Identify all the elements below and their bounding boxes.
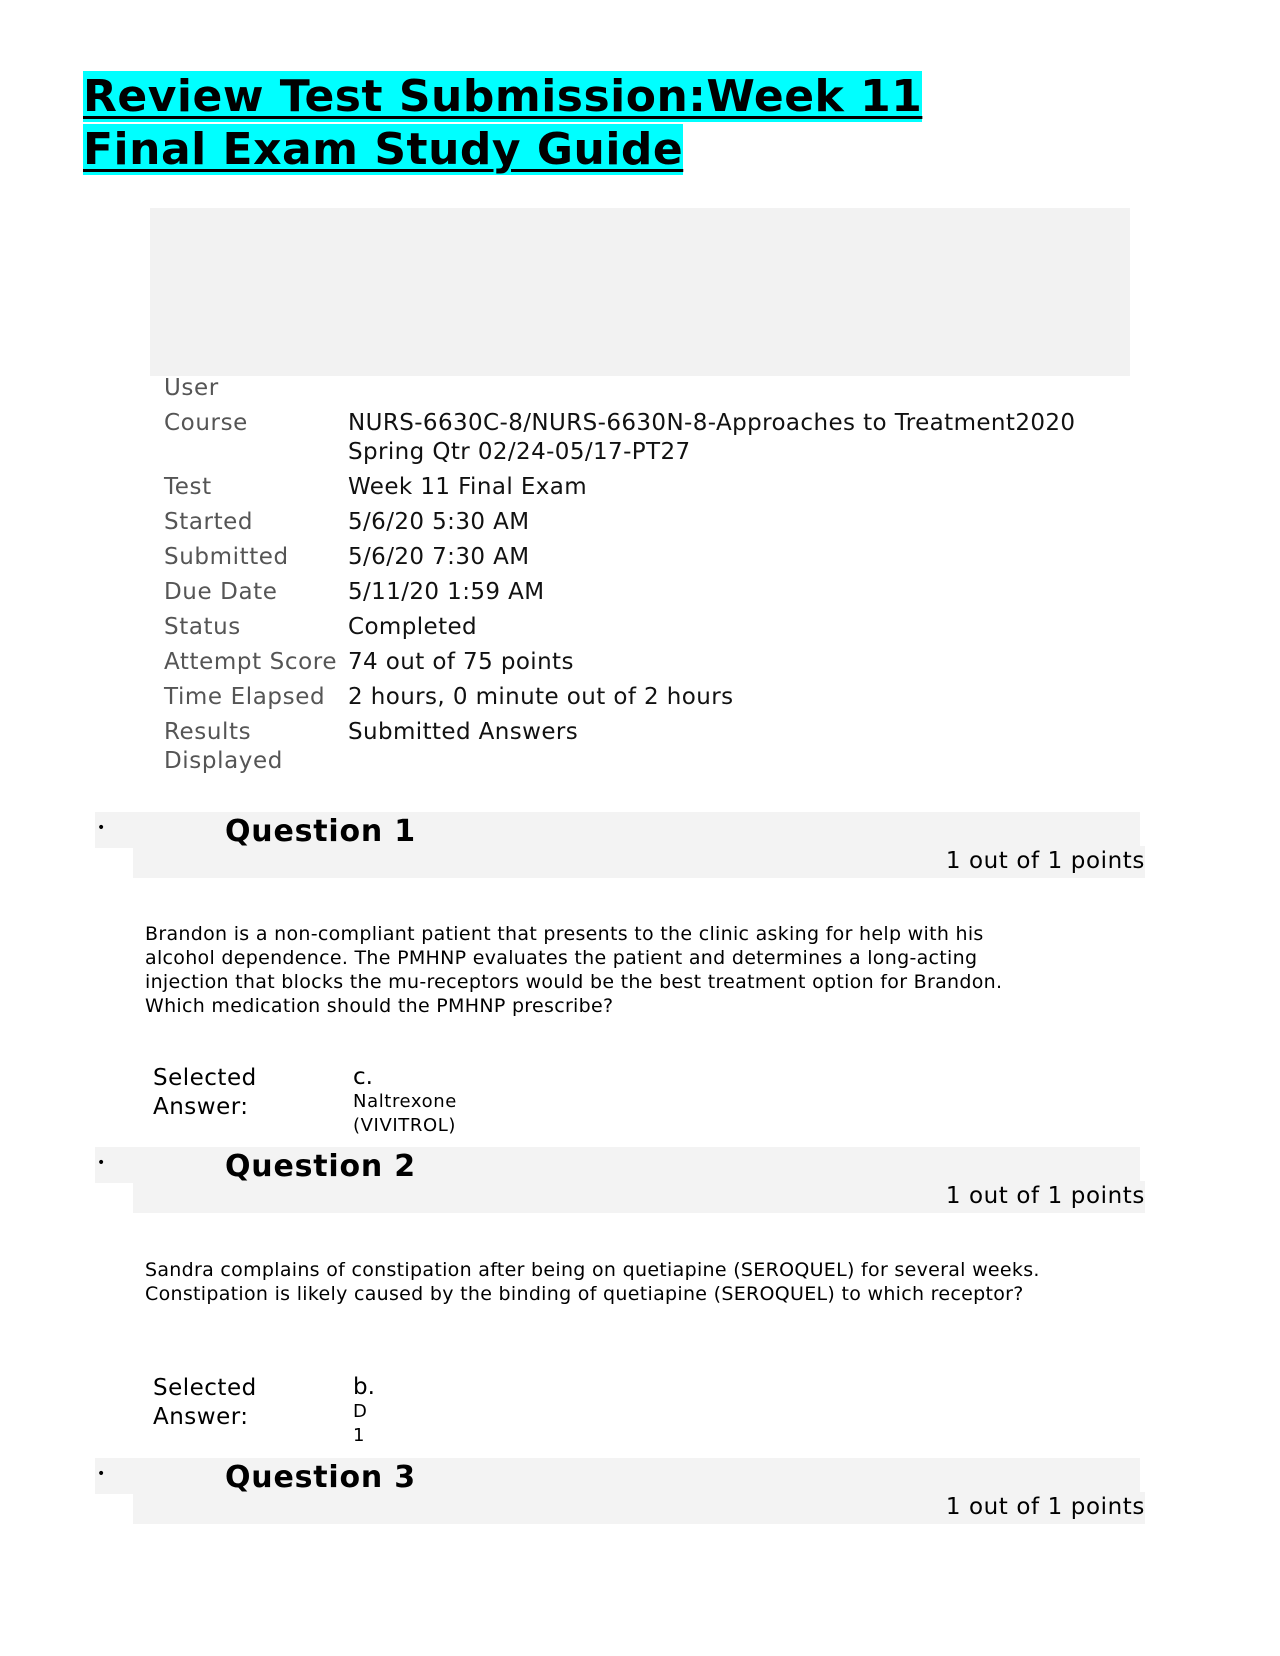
- selected-answer: [153, 1374, 373, 1448]
- detail-row-results-displayed: [160, 718, 1120, 776]
- question-title: Question 2: [225, 1149, 416, 1184]
- detail-label: Submitted: [164, 544, 289, 570]
- detail-label: Due Date: [164, 579, 278, 605]
- selected-answer: [153, 1064, 483, 1138]
- question-points: 1 out of 1 points: [945, 1494, 1145, 1520]
- detail-label: Attempt Score: [164, 649, 338, 675]
- question-header: [95, 812, 1145, 878]
- detail-row-started: [160, 508, 1120, 537]
- detail-value: Completed: [348, 614, 478, 640]
- answer-letter: c.: [353, 1064, 373, 1090]
- detail-label: Test: [164, 474, 212, 500]
- detail-row-status: [160, 613, 1120, 642]
- detail-row-attempt-score: [160, 648, 1120, 677]
- detail-value: 5/11/20 1:59 AM: [348, 579, 545, 605]
- submission-details: [160, 374, 1120, 782]
- detail-label: User: [164, 375, 219, 401]
- submission-header-panel: [150, 208, 1130, 376]
- question-text: Sandra complains of constipation after being on quetiapine (SEROQUEL) for several weeks. Constipation is likely caused by the binding of quetiapine (SEROQUEL) to which receptor?: [145, 1259, 1040, 1305]
- selected-answer-label: Selected Answer:: [153, 1375, 257, 1430]
- detail-row-time-elapsed: [160, 683, 1120, 712]
- detail-value: NURS-6630C-8/NURS-6630N-8-Approaches to Treatment2020 Spring Qtr 02/24-05/17-PT27: [348, 410, 1076, 465]
- bullet: •: [97, 1466, 106, 1482]
- detail-value: 74 out of 75 points: [348, 649, 574, 675]
- question-header: [95, 1458, 1145, 1524]
- detail-value: [348, 374, 1120, 403]
- question-points: 1 out of 1 points: [945, 1183, 1145, 1209]
- detail-value: 5/6/20 5:30 AM: [348, 509, 530, 535]
- question-header: [95, 1147, 1145, 1213]
- detail-row-due-date: [160, 578, 1120, 607]
- detail-label: Time Elapsed: [164, 684, 326, 710]
- detail-value: Submitted Answers: [348, 719, 579, 745]
- page-title-line-2: Final Exam Study Guide: [83, 124, 684, 175]
- answer-text: D 1: [353, 1401, 368, 1446]
- question-points: 1 out of 1 points: [945, 848, 1145, 874]
- detail-value: 2 hours, 0 minute out of 2 hours: [348, 684, 734, 710]
- question-text: Brandon is a non-compliant patient that presents to the clinic asking for help with his alcohol dependence. The PMHNP evaluates the patient and determines a long-acting injection that blocks the mu-receptors would be the best treatment option for Brandon. Which medication should the PMHNP prescribe?: [145, 923, 1003, 1017]
- detail-value: Week 11 Final Exam: [348, 474, 588, 500]
- question-2: [95, 1147, 1145, 1446]
- detail-label: Status: [164, 614, 241, 640]
- page-title: [83, 70, 963, 176]
- selected-answer-label: Selected Answer:: [153, 1065, 257, 1120]
- detail-row-test: [160, 473, 1120, 502]
- question-3: [95, 1458, 1145, 1524]
- answer-text: Naltrexone (VIVITROL): [353, 1091, 457, 1136]
- bullet: •: [97, 1155, 106, 1171]
- selected-answer-value: [353, 1374, 373, 1448]
- question-title: Question 3: [225, 1460, 416, 1495]
- question-1: [95, 812, 1145, 1136]
- detail-label: Started: [164, 509, 254, 535]
- answer-letter: b.: [353, 1374, 375, 1400]
- detail-row-course: [160, 409, 1120, 467]
- bullet: •: [97, 820, 106, 836]
- page-title-line-1: Review Test Submission:Week 11: [83, 71, 923, 122]
- detail-label: Results Displayed: [164, 719, 283, 774]
- question-title: Question 1: [225, 814, 416, 849]
- detail-label: Course: [164, 410, 248, 436]
- detail-row-submitted: [160, 543, 1120, 572]
- selected-answer-value: [353, 1064, 483, 1138]
- detail-value: 5/6/20 7:30 AM: [348, 544, 530, 570]
- detail-row-user: [160, 374, 1120, 403]
